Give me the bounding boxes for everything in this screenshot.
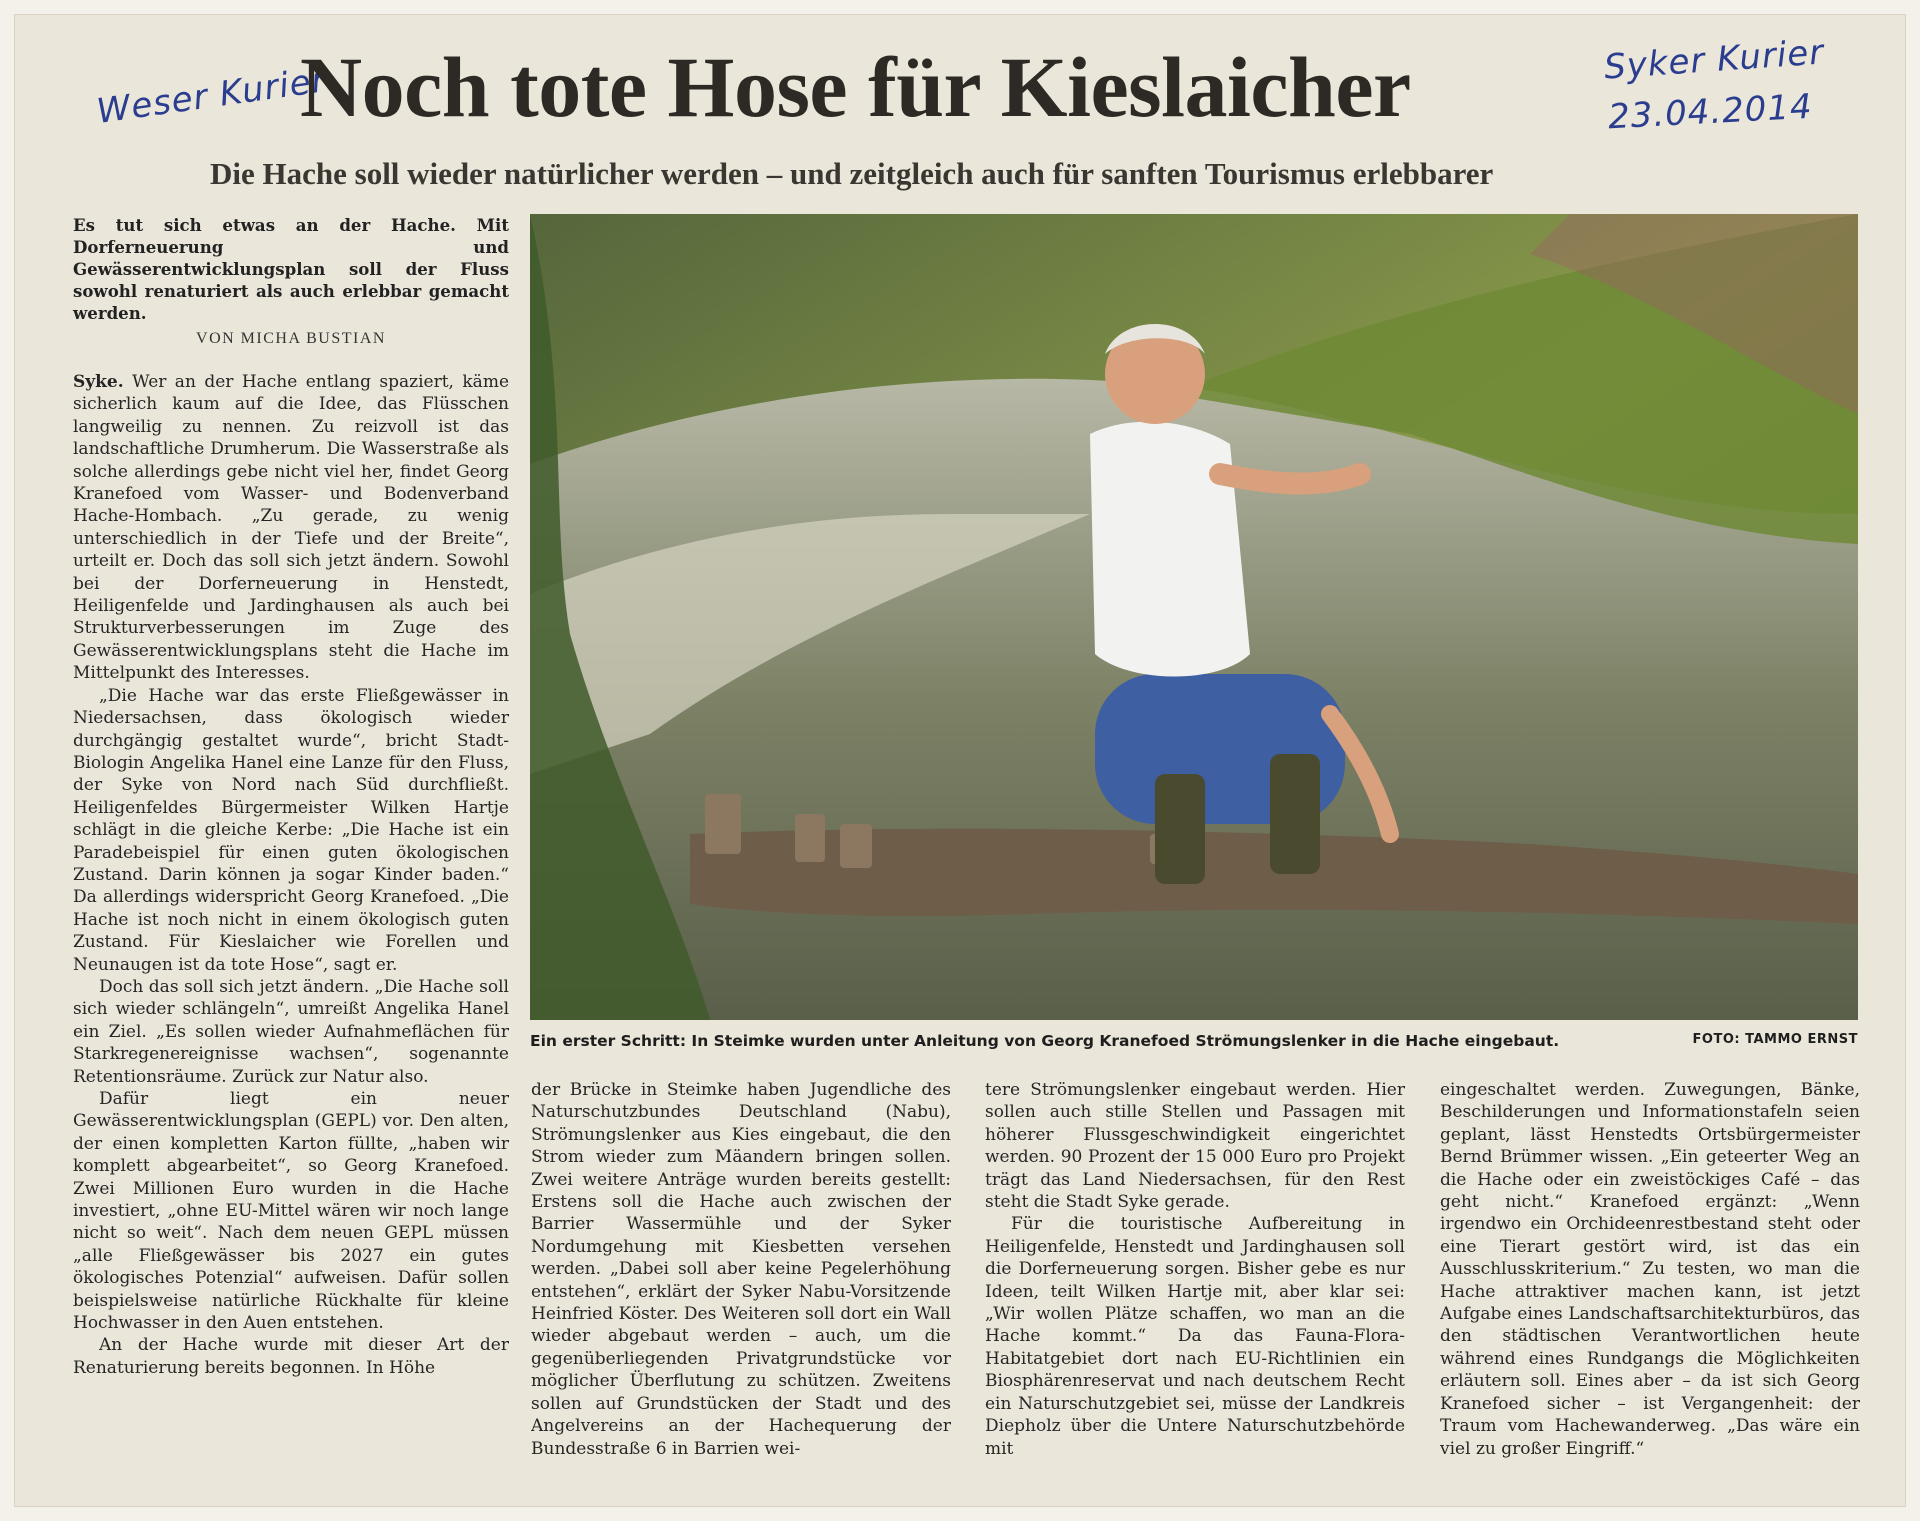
article-column-2: [531, 1079, 951, 1489]
article-byline: VON MICHA BUSTIAN: [196, 330, 386, 347]
photo-caption: Ein erster Schritt: In Steimke wurden unter Anleitung von Georg Kranefoed Strömungslenker in die Hache eingebaut.: [530, 1032, 1560, 1050]
paragraph-text: Wer an der Hache entlang spaziert, käme sicherlich kaum auf die Idee, das Flüsschen langweilig zu nennen. Zu reizvoll ist das landschaftliche Drumherum. Die Wasserstraße als solche allerdings gebe nicht viel her, findet Georg Kranefoed vom Wasser- und Bodenverband Hache-Hombach. „Zu gerade, zu wenig unterschiedlich in der Tiefe und der Breite“, urteilt er. Doch das soll sich jetzt ändern. Sowohl bei der Dorferneuerung in Henstedt, Heiligenfelde und Jardinghausen als auch bei Strukturverbesserungen im Zuge des Gewässerentwicklungsplans steht die Hache im Mittelpunkt des Interesses.: [73, 372, 509, 684]
handwritten-date-note: 23.04.2014: [1607, 86, 1814, 138]
paragraph: Dafür liegt ein neuer Gewässerentwicklungsplan (GEPL) vor. Den alten, der einen kompletten Karton füllte, „haben wir komplett abgearbeitet“, so Georg Kranefoed. Zwei Millionen Euro wurden in die Hache investiert, „ohne EU-Mittel wären wir noch lange nicht so weit“. Nach dem neuen GEPL müssen „alle Fließgewässer bis 2027 ein gutes ökologisches Potenzial“ aufweisen. Dafür sollen beispielsweise natürliche Rückhalte für kleine Hochwasser in den Auen entstehen.: [73, 1089, 509, 1334]
paragraph: [73, 371, 509, 685]
photo-credit: FOTO: TAMMO ERNST: [1692, 1032, 1858, 1047]
article-headline: Noch tote Hose für Kieslaicher: [300, 39, 1411, 135]
article-subheadline: Die Hache soll wieder natürlicher werden – und zeitgleich auch für sanften Tourismus erlebbarer: [210, 156, 1494, 191]
article-column-1: [73, 371, 509, 1489]
article-column-4: [1440, 1079, 1860, 1489]
paragraph: „Die Hache war das erste Fließgewässer in Niedersachsen, dass ökologisch wieder durchgängig gestaltet wurde“, bricht Stadt-Biologin Angelika Hanel eine Lanze für den Fluss, der Syke von Nord nach Süd durchfließt. Heiligenfeldes Bürgermeister Wilken Hartje schlägt in die gleiche Kerbe: „Die Hache ist ein Paradebeispiel für einen guten ökologischen Zustand. Darin können ja sogar Kinder baden.“ Da allerdings widerspricht Georg Kranefoed. „Die Hache ist noch nicht in einem ökologisch guten Zustand. Für Kieslaicher wie Forellen und Neunaugen ist da tote Hose“, sagt er.: [73, 685, 509, 975]
paragraph: der Brücke in Steimke haben Jugendliche des Naturschutzbundes Deutschland (Nabu), Strömungslenker aus Kies eingebaut, die den Strom wieder zum Mäandern bringen sollen. Zwei weitere Anträge wurden bereits gestellt: Erstens soll die Hache auch zwischen der Barrier Wassermühle und der Syker Nordumgehung mit Kiesbetten versehen werden. „Dabei soll aber keine Pegelerhöhung entstehen“, erklärt der Syker Nabu-Vorsitzende Heinfried Köster. Des Weiteren soll dort ein Wall wieder abgebaut werden – auch, um die gegenüberliegenden Privatgrundstücke vor möglicher Überflutung zu schützen. Zweitens sollen auf Grundstücken der Stadt und des Angelvereins an der Hachequerung der Bundesstraße 6 in Barrien wei-: [531, 1080, 951, 1459]
paragraph: tere Strömungslenker eingebaut werden. Hier sollen auch stille Stellen und Passagen mit höherer Flussgeschwindigkeit eingerichtet werden. 90 Prozent der 15 000 Euro pro Projekt trägt das Land Niedersachsen, für den Rest steht die Stadt Syke gerade.: [985, 1080, 1405, 1213]
handwritten-source-note: Weser Kurier: [94, 60, 329, 132]
article-lead: Es tut sich etwas an der Hache. Mit Dorferneuerung und Gewässerentwicklungsplan soll der Fluss sowohl renaturiert als auch erlebbar gemacht werden.: [73, 215, 509, 323]
handwritten-publication-note: Syker Kurier: [1602, 32, 1826, 88]
river-photo-illustration: [530, 214, 1858, 1020]
paragraph: An der Hache wurde mit dieser Art der Renaturierung bereits begonnen. In Höhe: [73, 1335, 509, 1378]
paragraph: eingeschaltet werden. Zuwegungen, Bänke, Beschilderungen und Informationstafeln seien geplant, lässt Henstedts Ortsbürgermeister Bernd Brümmer wissen. „Ein geteerter Weg an die Hache oder ein zweistöckiges Café – das geht nicht.“ Kranefoed ergänzt: „Wenn irgendwo ein Orchideenrestbestand steht oder eine Tierart gestört wird, ist das ein Ausschlusskriterium.“ Zu testen, wo man die Hache attraktiver machen kann, ist jetzt Aufgabe eines Landschaftsarchitekturbüros, das den städtischen Verantwortlichen heute während eines Rundgangs die Möglichkeiten erläutern soll. Eines aber – da ist sich Georg Kranefoed sicher – ist Vergangenheit: der Traum vom Hachewanderweg. „Das wäre ein viel zu großer Eingriff.“: [1440, 1080, 1860, 1459]
paragraph: Für die touristische Aufbereitung in Heiligenfelde, Henstedt und Jardinghausen soll die Dorferneuerung sorgen. Bisher gebe es nur Ideen, teilt Wilken Hartje mit, aber klar sei: „Wir wollen Plätze schaffen, wo man an die Hache kommt.“ Da das Fauna-Flora-Habitatgebiet dort nach EU-Richtlinien ein Biosphärenreservat und nach deutschem Recht ein Naturschutzgebiet sei, müsse der Landkreis Diepholz über die Untere Naturschutzbehörde mit: [985, 1214, 1405, 1459]
article-photo: [530, 214, 1858, 1020]
photo-caption-row: [530, 1032, 1858, 1050]
dateline: Syke.: [73, 372, 124, 392]
paragraph: Doch das soll sich jetzt ändern. „Die Hache soll sich wieder schlängeln“, umreißt Angelika Hanel ein Ziel. „Es sollen wieder Aufnahmeflächen für Starkregenereignisse wachsen“, sogenannte Retentionsräume. Zurück zur Natur also.: [73, 976, 509, 1087]
article-column-3: [985, 1079, 1405, 1489]
